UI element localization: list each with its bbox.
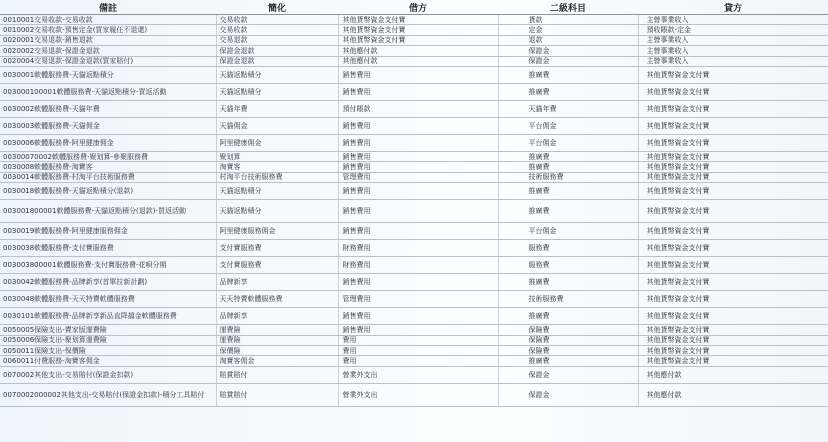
credit-cell[interactable]: 其他貨幣資金支付寶: [638, 257, 828, 274]
credit-cell[interactable]: 其他應付款: [638, 366, 828, 383]
debit-cell[interactable]: 銷售費用: [338, 325, 498, 335]
remark-cell[interactable]: 0020001交易退款-銷售退款: [0, 35, 216, 45]
abbreviation-cell[interactable]: 天貓返點積分: [216, 83, 338, 100]
remark-cell[interactable]: 0030002軟體服務費-天貓年費: [0, 100, 216, 117]
remark-cell[interactable]: 0030038軟體服務費-支付寶服務費: [0, 240, 216, 257]
abbreviation-cell[interactable]: 淘寶客佣金: [216, 356, 338, 366]
credit-cell[interactable]: 其他貨幣資金支付寶: [638, 356, 828, 366]
secondary-account-cell[interactable]: 保證金: [498, 46, 638, 56]
secondary-account-cell[interactable]: 服務費: [498, 240, 638, 257]
table-row: [0, 35, 828, 45]
secondary-account-cell[interactable]: 服務費: [498, 257, 638, 274]
abbreviation-cell[interactable]: 運費險: [216, 325, 338, 335]
debit-cell[interactable]: 銷售費用: [338, 134, 498, 151]
remark-cell[interactable]: 0030101軟體服務費-品牌新享新品直降擋金軟體服務費: [0, 308, 216, 325]
credit-cell[interactable]: 其他應付款: [638, 383, 828, 406]
credit-cell[interactable]: 主營事業收入: [638, 15, 828, 25]
table-row: [0, 325, 828, 335]
table-row: [0, 308, 828, 325]
header-remark[interactable]: 備註: [0, 0, 216, 15]
header-abbreviation[interactable]: 簡化: [216, 0, 338, 15]
remark-cell[interactable]: 0020002交易退款-保證金退款: [0, 46, 216, 56]
secondary-account-cell[interactable]: 技術服務費: [498, 291, 638, 308]
remark-cell[interactable]: 0030006軟體服務費-阿里健康佣金: [0, 134, 216, 151]
credit-cell[interactable]: 主營事業收入: [638, 56, 828, 66]
secondary-account-cell[interactable]: 推廣費: [498, 66, 638, 83]
table-row: [0, 366, 828, 383]
credit-cell[interactable]: 其他貨幣資金支付寶: [638, 151, 828, 161]
remark-cell[interactable]: 0050006保險支出-聚划算運費險: [0, 335, 216, 345]
credit-cell[interactable]: 其他貨幣資金支付寶: [638, 83, 828, 100]
abbreviation-cell[interactable]: 天貓返點積分: [216, 183, 338, 200]
credit-cell[interactable]: 其他貨幣資金支付寶: [638, 335, 828, 345]
secondary-account-cell[interactable]: 平台佣金: [498, 223, 638, 240]
abbreviation-cell[interactable]: 交易收款: [216, 25, 338, 35]
credit-cell[interactable]: 其他貨幣資金支付寶: [638, 308, 828, 325]
abbreviation-cell[interactable]: 賠賞賠付: [216, 366, 338, 383]
debit-cell[interactable]: 其他貨幣資金支付寶: [338, 25, 498, 35]
table-row: [0, 257, 828, 274]
abbreviation-cell[interactable]: 保證金退款: [216, 46, 338, 56]
table-row: [0, 200, 828, 223]
table-row: [0, 56, 828, 66]
debit-cell[interactable]: 管理費用: [338, 291, 498, 308]
table-row: [0, 274, 828, 291]
debit-cell[interactable]: 財務費用: [338, 240, 498, 257]
remark-cell[interactable]: 0010001交易收款-交易收款: [0, 15, 216, 25]
secondary-account-cell[interactable]: 保證金: [498, 56, 638, 66]
remark-cell[interactable]: 0030019軟體服務費-阿里健康服務佣金: [0, 223, 216, 240]
debit-cell[interactable]: 銷售費用: [338, 66, 498, 83]
table-row: [0, 356, 828, 366]
credit-cell[interactable]: 其他貨幣資金支付寶: [638, 291, 828, 308]
credit-cell[interactable]: 其他貨幣資金支付寶: [638, 117, 828, 134]
table-row: [0, 66, 828, 83]
table-row: [0, 183, 828, 200]
abbreviation-cell[interactable]: 品牌新享: [216, 274, 338, 291]
secondary-account-cell[interactable]: 平台佣金: [498, 134, 638, 151]
credit-cell[interactable]: 其他貨幣資金支付寶: [638, 162, 828, 172]
debit-cell[interactable]: 管理費用: [338, 172, 498, 182]
remark-cell[interactable]: 0030048軟體服務費-天天特賣軟體服務費: [0, 291, 216, 308]
secondary-account-cell[interactable]: 技術服務費: [498, 172, 638, 182]
credit-cell[interactable]: 其他貨幣資金支付寶: [638, 134, 828, 151]
credit-cell[interactable]: 其他貨幣資金支付寶: [638, 172, 828, 182]
table-row: [0, 83, 828, 100]
debit-cell[interactable]: 銷售費用: [338, 223, 498, 240]
abbreviation-cell[interactable]: 聚划算: [216, 151, 338, 161]
debit-cell[interactable]: 其他貨幣資金支付寶: [338, 15, 498, 25]
table-row: [0, 117, 828, 134]
credit-cell[interactable]: 其他貨幣資金支付寶: [638, 223, 828, 240]
remark-cell[interactable]: 0070002000002其他支出-交易賠付(保證金扣款)-積分工具賠付: [0, 383, 216, 406]
abbreviation-cell[interactable]: 阿里健康服務佣金: [216, 223, 338, 240]
abbreviation-cell[interactable]: 支付寶服務費: [216, 257, 338, 274]
secondary-account-cell[interactable]: 推廣費: [498, 83, 638, 100]
remark-cell[interactable]: 0030042軟體服務費-品牌新享(首單拉新計劃): [0, 274, 216, 291]
abbreviation-cell[interactable]: 天貓年費: [216, 100, 338, 117]
credit-cell[interactable]: 主營事業收入: [638, 35, 828, 45]
remark-cell[interactable]: 0030014軟體服務費-村淘平台技術服務費: [0, 172, 216, 182]
credit-cell[interactable]: 其他貨幣資金支付寶: [638, 100, 828, 117]
abbreviation-cell[interactable]: 保價險: [216, 345, 338, 355]
abbreviation-cell[interactable]: 保證金退款: [216, 56, 338, 66]
header-credit[interactable]: 貸方: [638, 0, 828, 15]
table-row: [0, 291, 828, 308]
abbreviation-cell[interactable]: 賠賞賠付: [216, 383, 338, 406]
remark-cell[interactable]: 0030018軟體服務費-天貓返點積分(退款): [0, 183, 216, 200]
debit-cell[interactable]: 其他貨幣資金支付寶: [338, 35, 498, 45]
debit-cell[interactable]: 其他應付款: [338, 56, 498, 66]
secondary-account-cell[interactable]: 平台佣金: [498, 117, 638, 134]
secondary-account-cell[interactable]: 推廣費: [498, 151, 638, 161]
abbreviation-cell[interactable]: 品牌新享: [216, 308, 338, 325]
table-row: [0, 383, 828, 406]
debit-cell[interactable]: 營業外支出: [338, 383, 498, 406]
debit-cell[interactable]: 銷售費用: [338, 83, 498, 100]
debit-cell[interactable]: 銷售費用: [338, 274, 498, 291]
table-row: [0, 151, 828, 161]
table-row: [0, 162, 828, 172]
abbreviation-cell[interactable]: 村淘平台技術服務費: [216, 172, 338, 182]
header-secondary-account[interactable]: 二級科目: [498, 0, 638, 15]
remark-cell[interactable]: 003001800001軟體服務費-天貓返點積分(退款)-買返活動: [0, 200, 216, 223]
credit-cell[interactable]: 其他貨幣資金支付寶: [638, 66, 828, 83]
header-row: [0, 0, 828, 15]
secondary-account-cell[interactable]: 保險費: [498, 345, 638, 355]
credit-cell[interactable]: 預收賬款-定金: [638, 25, 828, 35]
credit-cell[interactable]: 其他貨幣資金支付寶: [638, 183, 828, 200]
secondary-account-cell[interactable]: 推廣費: [498, 308, 638, 325]
table-row: [0, 345, 828, 355]
header-debit[interactable]: 借方: [338, 0, 498, 15]
table-row: [0, 134, 828, 151]
table-row: [0, 25, 828, 35]
abbreviation-cell[interactable]: 交易收款: [216, 15, 338, 25]
debit-cell[interactable]: 費用: [338, 356, 498, 366]
secondary-account-cell[interactable]: 保險費: [498, 325, 638, 335]
secondary-account-cell[interactable]: 保證金: [498, 383, 638, 406]
debit-cell[interactable]: 費用: [338, 335, 498, 345]
secondary-account-cell[interactable]: 推廣費: [498, 356, 638, 366]
debit-cell[interactable]: 銷售費用: [338, 117, 498, 134]
abbreviation-cell[interactable]: 天天特賣軟體服務費: [216, 291, 338, 308]
credit-cell[interactable]: 其他貨幣資金支付寶: [638, 325, 828, 335]
remark-cell[interactable]: 0010002交易收款-預售定金(買家履任不退還): [0, 25, 216, 35]
credit-cell[interactable]: 主營事業收入: [638, 46, 828, 56]
secondary-account-cell[interactable]: 推廣費: [498, 162, 638, 172]
table-row: [0, 335, 828, 345]
table-row: [0, 46, 828, 56]
credit-cell[interactable]: 其他貨幣資金支付寶: [638, 200, 828, 223]
credit-cell[interactable]: 其他貨幣資金支付寶: [638, 345, 828, 355]
abbreviation-cell[interactable]: 支付寶服務費: [216, 240, 338, 257]
remark-cell[interactable]: 003003800001軟體服務費-支付寶服務費-花唄分期: [0, 257, 216, 274]
secondary-account-cell[interactable]: 貨款: [498, 15, 638, 25]
debit-cell[interactable]: 銷售費用: [338, 308, 498, 325]
table-row: [0, 15, 828, 25]
table-row: [0, 240, 828, 257]
remark-cell[interactable]: 0030008軟體服務費-淘寶客: [0, 162, 216, 172]
debit-cell[interactable]: 費用: [338, 345, 498, 355]
debit-cell[interactable]: 預付賬款: [338, 100, 498, 117]
secondary-account-cell[interactable]: 天貓年費: [498, 100, 638, 117]
remark-cell[interactable]: 0020004交易退款-保證金退款(買家賠付): [0, 56, 216, 66]
secondary-account-cell[interactable]: 推廣費: [498, 274, 638, 291]
debit-cell[interactable]: 銷售費用: [338, 162, 498, 172]
abbreviation-cell[interactable]: 交易退款: [216, 35, 338, 45]
table-row: [0, 100, 828, 117]
debit-cell[interactable]: 財務費用: [338, 257, 498, 274]
table-row: [0, 172, 828, 182]
abbreviation-cell[interactable]: 阿里健康佣金: [216, 134, 338, 151]
secondary-account-cell[interactable]: 定金: [498, 25, 638, 35]
debit-cell[interactable]: 其他應付款: [338, 46, 498, 56]
remark-cell[interactable]: 0030003軟體服務費-天貓佣金: [0, 117, 216, 134]
abbreviation-cell[interactable]: 天貓佣金: [216, 117, 338, 134]
remark-cell[interactable]: 0050011保險支出-保價險: [0, 345, 216, 355]
credit-cell[interactable]: 其他貨幣資金支付寶: [638, 240, 828, 257]
secondary-account-cell[interactable]: 退款: [498, 35, 638, 45]
secondary-account-cell[interactable]: 保險費: [498, 335, 638, 345]
secondary-account-cell[interactable]: 推廣費: [498, 183, 638, 200]
remark-cell[interactable]: 0030001軟體服務費-天貓返點積分: [0, 66, 216, 83]
abbreviation-cell[interactable]: 天貓返點積分: [216, 66, 338, 83]
secondary-account-cell[interactable]: 推廣費: [498, 200, 638, 223]
debit-cell[interactable]: 銷售費用: [338, 200, 498, 223]
secondary-account-cell[interactable]: 保證金: [498, 366, 638, 383]
abbreviation-cell[interactable]: 運費險: [216, 335, 338, 345]
debit-cell[interactable]: 銷售費用: [338, 151, 498, 161]
table-row: [0, 223, 828, 240]
remark-cell[interactable]: 00300070002軟體服務費-聚划算-參聚服務費: [0, 151, 216, 161]
remark-cell[interactable]: 0070002其他支出-交易賠付(保證金扣款): [0, 366, 216, 383]
credit-cell[interactable]: 其他貨幣資金支付寶: [638, 274, 828, 291]
abbreviation-cell[interactable]: 天貓返點積分: [216, 200, 338, 223]
remark-cell[interactable]: 0060011付費服務-淘寶客佣金: [0, 356, 216, 366]
debit-cell[interactable]: 營業外支出: [338, 366, 498, 383]
remark-cell[interactable]: 003000100001軟體服務費-天貓返點積分-買返活動: [0, 83, 216, 100]
debit-cell[interactable]: 銷售費用: [338, 183, 498, 200]
remark-cell[interactable]: 0050005保險支出-賣家版運費險: [0, 325, 216, 335]
abbreviation-cell[interactable]: 淘寶客: [216, 162, 338, 172]
